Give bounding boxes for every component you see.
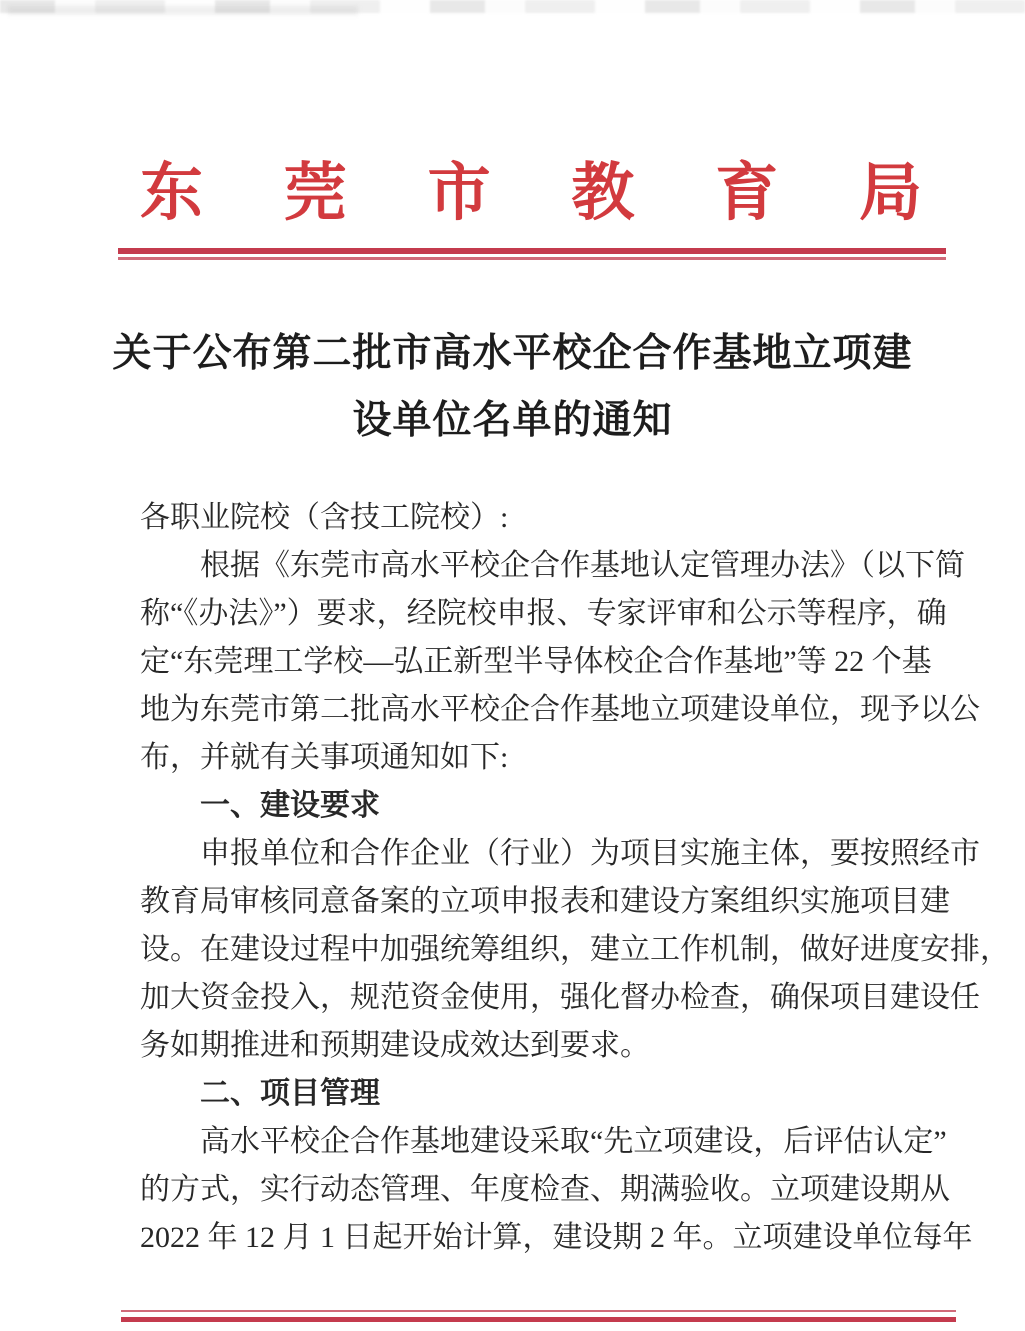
section-heading: 二、项目管理 — [200, 1077, 380, 1110]
agency-char: 莞 — [283, 158, 347, 228]
agency-char: 东 — [140, 158, 203, 228]
body-line: 的方式，实行动态管理、年度检查、期满验收。立项建设期从 — [140, 1173, 950, 1206]
body-line: 称“《办法》”）要求，经院校申报、专家评审和公示等程序，确 — [140, 597, 947, 630]
page-title-line-2: 设单位名单的通知 — [352, 399, 673, 442]
body-line: 根据《东莞市高水平校企合作基地认定管理办法》（以下简 — [200, 549, 965, 582]
footer-rule — [121, 1310, 956, 1322]
agency-char: 局 — [858, 158, 922, 228]
body-line: 地为东莞市第二批高水平校企合作基地立项建设单位，现予以公 — [140, 693, 980, 726]
section-heading: 一、建设要求 — [200, 789, 380, 822]
agency-name — [140, 157, 922, 229]
body-line: 定“东莞理工学校—弘正新型半导体校企合作基地”等 22 个基 — [140, 645, 932, 678]
page-title — [0, 320, 1025, 454]
document-body — [140, 494, 1010, 1262]
agency-char: 市 — [427, 158, 491, 228]
agency-char: 教 — [571, 158, 635, 228]
body-line: 高水平校企合作基地建设采取“先立项建设，后评估认定” — [200, 1125, 947, 1158]
scan-artifact-top-left — [8, 6, 358, 15]
letterhead-rule — [118, 248, 946, 260]
body-line: 加大资金投入，规范资金使用，强化督办检查，确保项目建设任 — [140, 981, 980, 1014]
body-line: 教育局审核同意备案的立项申报表和建设方案组织实施项目建 — [140, 885, 950, 918]
body-line: 务如期推进和预期建设成效达到要求。 — [140, 1029, 650, 1062]
body-line: 申报单位和合作企业（行业）为项目实施主体，要按照经市 — [200, 837, 980, 870]
body-line: 2022 年 12 月 1 日起开始计算，建设期 2 年。立项建设单位每年 — [140, 1221, 973, 1254]
agency-char: 育 — [715, 158, 779, 228]
page-title-line-1: 关于公布第二批市高水平校企合作基地立项建 — [112, 332, 913, 375]
body-line: 布，并就有关事项通知如下: — [140, 741, 509, 774]
body-line: 设。在建设过程中加强统筹组织，建立工作机制，做好进度安排， — [140, 933, 1010, 966]
body-line: 各职业院校（含技工院校）: — [140, 501, 509, 534]
